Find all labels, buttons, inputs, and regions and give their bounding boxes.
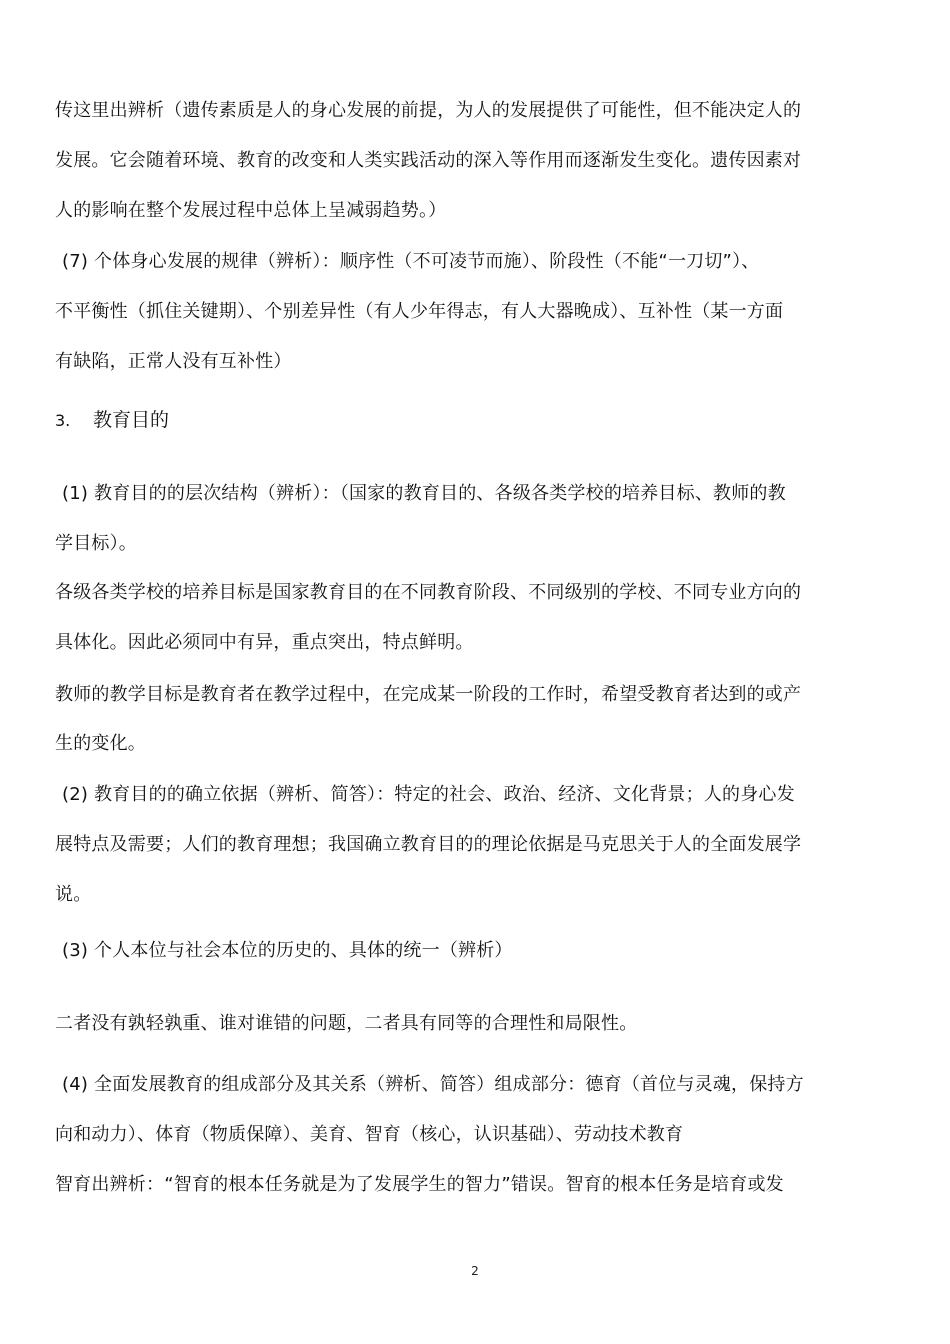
text-line: 传这里出辨析（遗传素质是人的身心发展的前提，为人的发展提供了可能性，但不能决定人的 <box>55 100 802 121</box>
text-line: 具体化。因此必须同中有异，重点突出，特点鲜明。 <box>55 632 474 653</box>
text-line: (4) 全面发展教育的组成部分及其关系（辨析、简答）组成部分：德育（首位与灵魂，保持方 <box>62 1074 804 1095</box>
text-line: 各级各类学校的培养目标是国家教育目的在不同教育阶段、不同级别的学校、不同专业方向的 <box>55 582 802 603</box>
text-line: 向和动力）、体育（物质保障）、美育、智育（核心，认识基础）、劳动技术教育 <box>55 1124 684 1145</box>
text-line: (3) 个人本位与社会本位的历史的、具体的统一（辨析） <box>62 940 513 961</box>
text-line: 学目标）。 <box>55 533 137 554</box>
text-line: 有缺陷，正常人没有互补性） <box>55 351 292 372</box>
text-line: 不平衡性（抓住关键期）、个别差异性（有人少年得志，有人大器晚成）、互补性（某一方面 <box>55 301 784 322</box>
text-line: 生的变化。 <box>55 733 146 754</box>
text-line: 人的影响在整个发展过程中总体上呈减弱趋势。） <box>55 200 447 221</box>
text-line: (2) 教育目的的确立依据（辨析、简答）：特定的社会、政治、经济、文化背景；人的身心发 <box>62 784 795 805</box>
section-number: 3. <box>55 411 71 430</box>
text-line: 发展。它会随着环境、教育的改变和人类实践活动的深入等作用而逐渐发生变化。遗传因素对 <box>55 150 802 171</box>
text-line: (7) 个体身心发展的规律（辨析）：顺序性（不可凌节而施）、阶段性（不能“一刀切”）、 <box>62 251 760 272</box>
text-line: 展特点及需要；人们的教育理想；我国确立教育目的的理论依据是马克思关于人的全面发展学 <box>55 834 802 855</box>
text-line: 二者没有孰轻孰重、谁对谁错的问题，二者具有同等的合理性和局限性。 <box>55 1013 638 1034</box>
text-line: 智育出辨析：“智育的根本任务就是为了发展学生的智力”错误。智育的根本任务是培育或发 <box>55 1174 784 1195</box>
section-heading <box>55 408 169 433</box>
section-title: 教育目的 <box>93 409 170 431</box>
text-line: 说。 <box>55 884 92 905</box>
page-number: 2 <box>471 1264 479 1278</box>
text-line: 教师的教学目标是教育者在教学过程中，在完成某一阶段的工作时，希望受教育者达到的或产 <box>55 684 802 705</box>
text-line: (1) 教育目的的层次结构（辨析）：（国家的教育目的、各级各类学校的培养目标、教师的教 <box>62 483 786 504</box>
